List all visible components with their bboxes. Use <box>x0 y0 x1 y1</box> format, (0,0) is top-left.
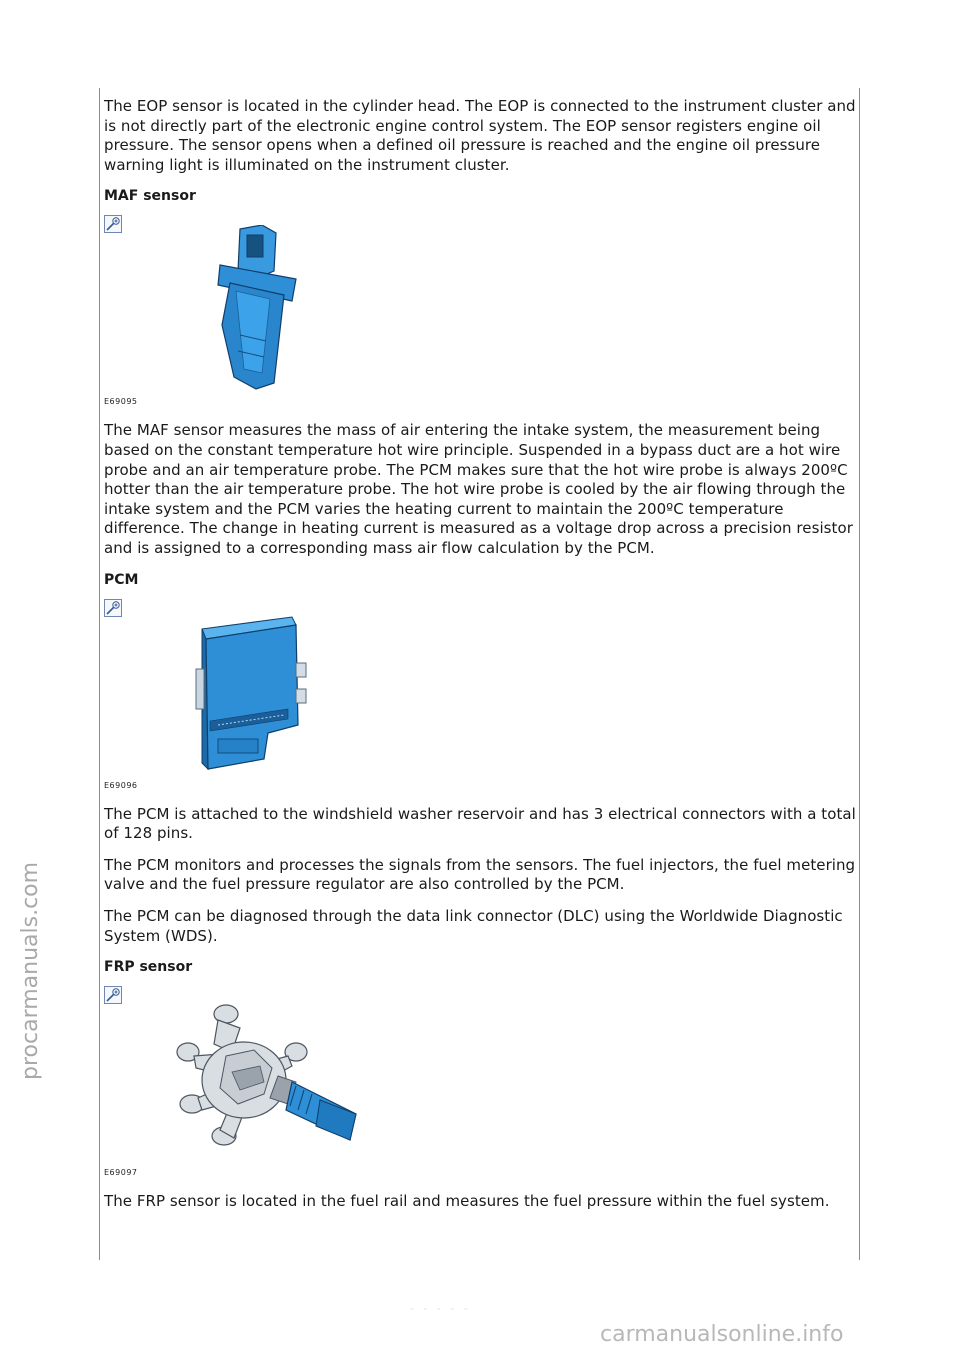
heading-frp-sensor: FRP sensor <box>104 959 193 976</box>
left-rule <box>99 88 100 1260</box>
figure-maf-sensor <box>104 215 856 407</box>
footer-watermark: carmanualsonline.info <box>600 1322 844 1347</box>
figure-code-maf: E69095 <box>104 397 138 407</box>
zoom-icon[interactable] <box>104 215 122 233</box>
paragraph-eop: The EOP sensor is located in the cylinder head. The EOP is connected to the instrument cluster and is not directly part of the electronic engine control system. The EOP sensor registers engine oil pressure. The sensor opens when a defined oil pressure is reached and the engine oil pressure warning light is illuminated on the instrument cluster. <box>104 97 856 174</box>
paragraph-pcm-1: The PCM is attached to the windshield washer reservoir and has 3 electrical connectors with a total of 128 pins. <box>104 804 856 843</box>
paragraph-frp: The FRP sensor is located in the fuel rail and measures the fuel pressure within the fuel system. <box>104 1192 830 1211</box>
zoom-icon[interactable] <box>104 599 122 617</box>
document-body <box>104 97 856 1212</box>
paragraph-pcm-2: The PCM monitors and processes the signals from the sensors. The fuel injectors, the fuel metering valve and the fuel pressure regulator are also controlled by the PCM. <box>104 855 856 894</box>
zoom-icon[interactable] <box>104 986 122 1004</box>
figure-code-pcm: E69096 <box>104 780 138 790</box>
figure-code-frp: E69097 <box>104 1168 138 1178</box>
heading-maf-sensor: MAF sensor <box>104 188 196 205</box>
page-number: - - - - - <box>410 1302 471 1315</box>
maf-sensor-illustration <box>200 225 310 391</box>
pcm-illustration <box>188 613 318 775</box>
paragraph-pcm-3: The PCM can be diagnosed through the data link connector (DLC) using the Worldwide Diagnostic System (WDS). <box>104 906 843 945</box>
side-watermark-text: procarmanuals.com <box>18 861 43 1080</box>
figure-pcm <box>104 599 856 790</box>
right-rule <box>859 88 860 1260</box>
paragraph-maf: The MAF sensor measures the mass of air entering the intake system, the measurement being based on the constant temperature hot wire principle. Suspended in a bypass duct are a hot wire probe and an air temperature probe. The PCM makes sure that the hot wire probe is always 200ºC hotter than the air temperature probe. The hot wire probe is cooled by the air flowing through the intake system and the PCM varies the heating current to maintain the 200ºC temperature difference. The change in heating current is measured as a voltage drop across a precision resistor and is assigned to a corresponding mass air flow calculation by the PCM. <box>104 421 853 557</box>
heading-pcm: PCM <box>104 571 139 588</box>
figure-frp-sensor <box>104 986 856 1178</box>
side-watermark <box>18 790 48 1080</box>
frp-sensor-illustration <box>170 992 370 1154</box>
